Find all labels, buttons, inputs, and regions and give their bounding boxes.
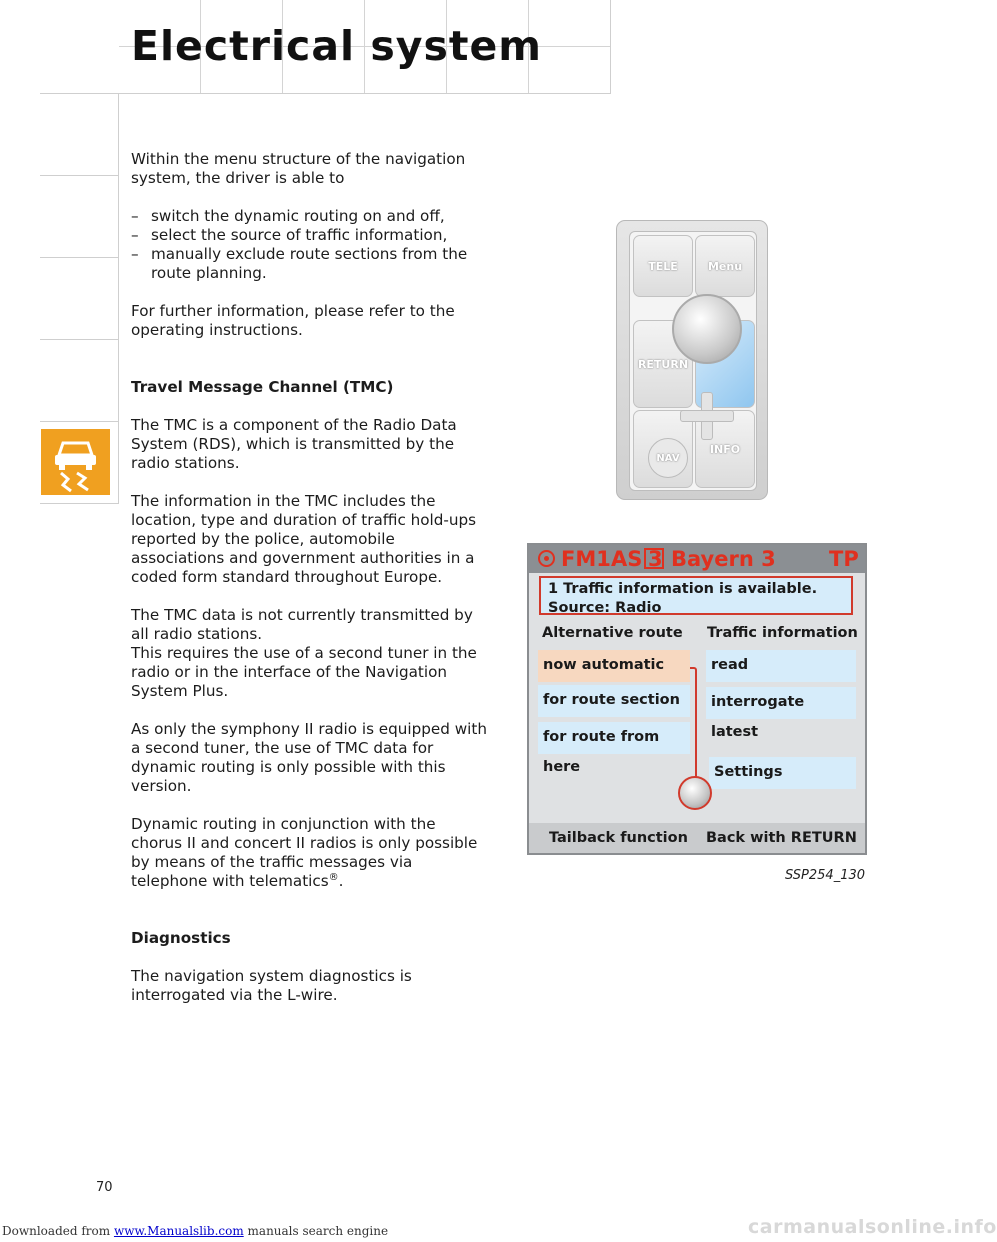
further-info-paragraph: For further information, please refer to the operating instructions. xyxy=(131,302,455,339)
tele-button[interactable]: TELE xyxy=(633,235,693,297)
info-button[interactable]: INFO xyxy=(695,410,755,488)
body-text xyxy=(131,150,491,1024)
watermark: carmanualsonline.info xyxy=(748,1216,997,1238)
figure-caption: SSP254_130 xyxy=(785,868,866,883)
download-note: Downloaded from www.Manualslib.com manuals search engine xyxy=(2,1224,389,1238)
margin-rule xyxy=(40,421,119,422)
feature-list xyxy=(131,207,491,283)
radio-source-icon xyxy=(538,550,555,567)
option-for-route-section[interactable]: for route section xyxy=(538,685,690,717)
page-title: Electrical system xyxy=(131,22,543,70)
band-label: FM1 xyxy=(561,547,611,571)
menu-button[interactable]: Menu xyxy=(695,235,755,297)
option-interrogate-latest[interactable]: interrogate latest xyxy=(706,687,856,719)
message-line: 1 Traffic information is available. xyxy=(548,581,818,597)
selection-leader-line xyxy=(690,667,697,779)
tmc-heading: Travel Message Channel (TMC) xyxy=(131,378,394,396)
tmc-paragraph: As only the symphony II radio is equipped with a second tuner, the use of TMC data for dynamic routing is only possible with this version. xyxy=(131,720,487,795)
list-item: – select the source of traffic information, xyxy=(131,226,491,245)
margin-rule xyxy=(40,339,119,340)
page-number: 70 xyxy=(96,1180,113,1195)
traffic-cars-icon xyxy=(780,461,810,483)
option-now-automatic[interactable]: now automatic xyxy=(538,650,690,682)
control-panel-face xyxy=(629,231,757,491)
return-button[interactable]: RETURN xyxy=(633,320,693,408)
back-with-return-label[interactable]: Back with RETURN xyxy=(706,830,857,846)
manualslib-link[interactable]: www.Manualslib.com xyxy=(113,1224,244,1238)
intro-paragraph: Within the menu structure of the navigation system, the driver is able to xyxy=(131,150,466,187)
diagnostics-paragraph: The navigation system diagnostics is interrogated via the L-wire. xyxy=(131,967,412,1004)
tmc-paragraph: The TMC data is not currently transmitted by all radio stations. xyxy=(131,606,473,643)
traffic-message-box xyxy=(539,576,853,615)
list-item: – switch the dynamic routing on and off, xyxy=(131,207,491,226)
tmc-paragraph: Dynamic routing in conjunction with the chorus II and concert II radios is only possible by means of the traffic messages via telephone with telematics®. xyxy=(131,815,478,890)
preset-number: 3 xyxy=(648,547,663,571)
station-name: Bayern 3 xyxy=(671,547,776,571)
margin-rule xyxy=(40,93,610,94)
traffic-information-header: Traffic information xyxy=(707,625,858,641)
as-label: AS xyxy=(611,547,643,571)
joystick-cross[interactable] xyxy=(680,410,734,422)
margin-rule xyxy=(40,503,119,504)
diagnostics-heading: Diagnostics xyxy=(131,929,231,947)
nav-button[interactable]: NAV xyxy=(648,438,688,478)
tp-indicator: TP xyxy=(829,547,859,571)
message-line: Source: Radio xyxy=(548,600,662,616)
alternative-route-header: Alternative route xyxy=(542,625,683,641)
tmc-paragraph: The information in the TMC includes the location, type and duration of traffic hold-ups reported by the police, automobile associations and government authorities in a coded form standard throughout Europe. xyxy=(131,492,477,586)
option-for-route-from-here[interactable]: for route from here xyxy=(538,722,690,754)
option-read[interactable]: read xyxy=(706,650,856,682)
traffic-warning-icon xyxy=(41,429,110,495)
rotary-knob[interactable] xyxy=(672,294,742,364)
navigation-screen xyxy=(527,543,867,855)
margin-rule xyxy=(118,93,119,503)
control-panel xyxy=(616,220,768,500)
margin-rule xyxy=(40,257,119,258)
tailback-function-label[interactable]: Tailback function xyxy=(549,830,688,846)
tmc-paragraph: This requires the use of a second tuner in the radio or in the interface of the Navigation System Plus. xyxy=(131,644,477,700)
margin-rule xyxy=(40,175,119,176)
tmc-paragraph: The TMC is a component of the Radio Data System (RDS), which is transmitted by the radio stations. xyxy=(131,416,457,472)
status-bar xyxy=(529,545,865,573)
screen-footer xyxy=(529,823,865,853)
registered-mark: ® xyxy=(328,871,339,883)
list-item: – manually exclude route sections from the route planning. xyxy=(131,245,491,283)
selection-knob-icon xyxy=(678,776,712,810)
option-settings[interactable]: Settings xyxy=(709,757,856,789)
